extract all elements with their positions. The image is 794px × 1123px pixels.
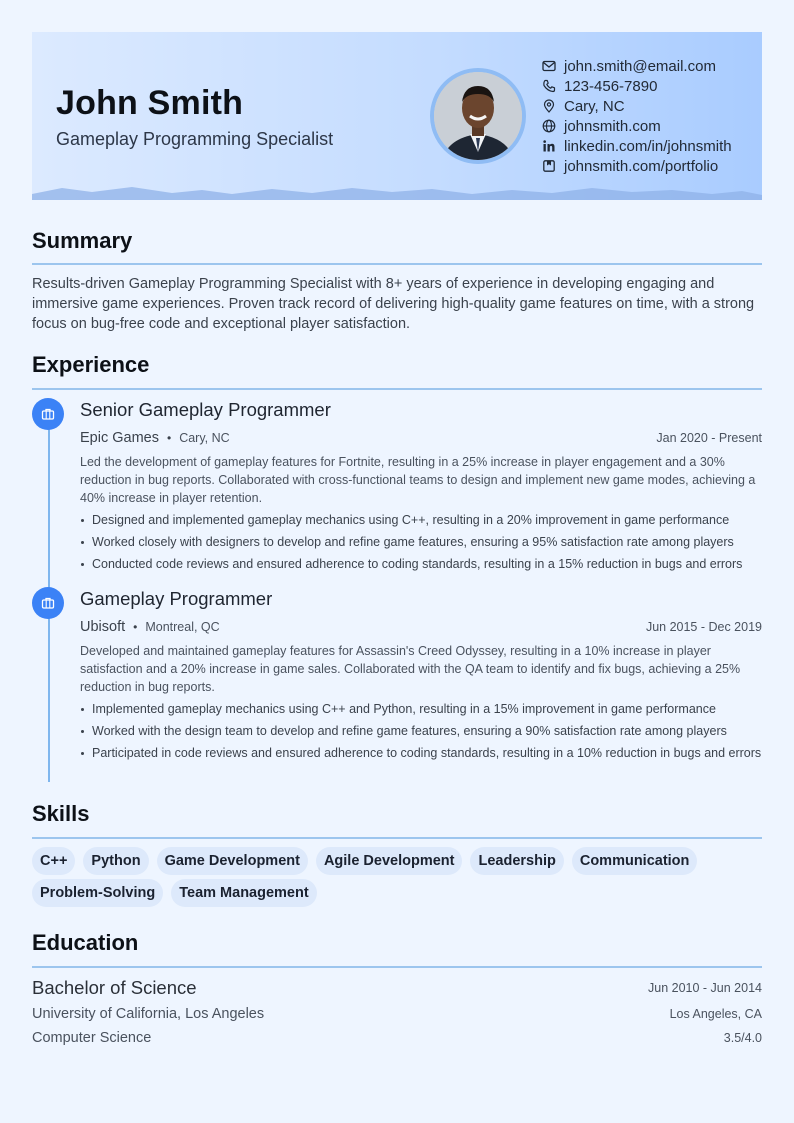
education-school-row	[32, 1006, 762, 1022]
education-heading: Education	[32, 930, 139, 955]
job-company: Ubisoft	[80, 619, 126, 635]
job-bullet: Implemented gameplay mechanics using C++ and Python, resulting in a 15% improvement in game performance	[80, 700, 762, 718]
skill-tag: Python	[83, 847, 148, 875]
education-gpa: 3.5/4.0	[723, 1031, 762, 1045]
linkedin-icon	[542, 139, 556, 153]
candidate-name: John Smith	[56, 84, 244, 122]
education-location: Los Angeles, CA	[669, 1007, 762, 1021]
briefcase-icon	[32, 587, 64, 619]
job-description: Developed and maintained gameplay features for Assassin's Creed Odyssey, resulting in a 10% increase in player satisfaction and a 20% increase in game sales. Collaborated with the QA team to identify and fix bugs, achieving a 25% reduction in bug reports.	[80, 644, 741, 694]
skill-tag: Problem-Solving	[32, 879, 163, 907]
skill-tag: Team Management	[171, 879, 316, 907]
education-dates: Jun 2010 - Jun 2014	[648, 981, 762, 995]
education-field: Computer Science	[32, 1030, 152, 1046]
portfolio-icon	[542, 159, 556, 173]
job-bullet: Worked with the design team to develop and refine game features, ensuring a 90% satisfaction rate among players	[80, 722, 762, 740]
job-location: Cary, NC	[179, 431, 230, 445]
globe-icon	[542, 119, 556, 133]
skills-heading: Skills	[32, 801, 90, 826]
skill-tag: Agile Development	[316, 847, 463, 875]
job-bullets	[80, 511, 762, 573]
contact-list	[542, 56, 732, 176]
contact-portfolio[interactable]	[542, 156, 732, 176]
job-entry	[80, 399, 762, 577]
contact-linkedin-text: linkedin.com/in/johnsmith	[564, 137, 732, 155]
contact-email-text: john.smith@email.com	[564, 57, 716, 75]
job-bullet: Designed and implemented gameplay mechanics using C++, resulting in a 20% improvement in game performance	[80, 511, 762, 529]
experience-heading: Experience	[32, 352, 150, 377]
education-degree: Bachelor of Science	[32, 977, 197, 998]
job-meta	[80, 425, 762, 451]
summary-heading: Summary	[32, 228, 133, 253]
resume-header	[32, 32, 762, 200]
phone-icon	[542, 79, 556, 93]
contact-linkedin[interactable]	[542, 136, 732, 156]
job-bullet: Conducted code reviews and ensured adherence to coding standards, resulting in a 15% reduction in bugs and errors	[80, 555, 762, 573]
skill-tag: Communication	[572, 847, 698, 875]
job-description: Led the development of gameplay features for Fortnite, resulting in a 25% increase in player engagement and a 30% reduction in bug reports. Collaborated with cross-functional teams to design and implement new game modes, achieving a 40% increase in player retention.	[80, 455, 756, 505]
job-title: Gameplay Programmer	[80, 588, 273, 609]
summary-divider	[32, 263, 762, 265]
profile-photo	[430, 68, 526, 164]
job-title: Senior Gameplay Programmer	[80, 399, 331, 420]
skill-tag: Game Development	[157, 847, 308, 875]
skills-list	[32, 847, 762, 907]
education-field-row	[32, 1030, 762, 1046]
contact-location	[542, 96, 732, 116]
contact-phone[interactable]	[542, 76, 732, 96]
separator-dot: •	[166, 431, 172, 445]
email-icon	[542, 59, 556, 73]
job-location: Montreal, QC	[145, 620, 220, 634]
education-degree-row	[32, 977, 762, 999]
contact-website-text: johnsmith.com	[564, 117, 661, 135]
location-pin-icon	[542, 99, 556, 113]
job-bullet: Participated in code reviews and ensured adherence to coding standards, resulting in a 10% reduction in bugs and errors	[80, 744, 762, 762]
skills-divider	[32, 837, 762, 839]
job-dates: Jun 2015 - Dec 2019	[645, 620, 762, 634]
skill-tag: C++	[32, 847, 75, 875]
candidate-title: Gameplay Programming Specialist	[56, 129, 334, 149]
job-bullet: Worked closely with designers to develop and refine game features, ensuring a 95% satisfaction rate among players	[80, 533, 762, 551]
experience-divider	[32, 388, 762, 390]
education-school: University of California, Los Angeles	[32, 1006, 265, 1022]
summary-text: Results-driven Gameplay Programming Specialist with 8+ years of experience in developing engaging and immersive game experiences. Proven track record of delivering high-quality game features on time, with a strong focus on bug-free code and exceptional player satisfaction.	[32, 276, 755, 332]
job-meta	[80, 614, 762, 640]
header-decoration	[32, 184, 762, 200]
job-entry	[80, 588, 762, 766]
separator-dot: •	[133, 620, 138, 634]
contact-website[interactable]	[542, 116, 732, 136]
job-dates: Jan 2020 - Present	[656, 431, 762, 445]
skill-tag: Leadership	[470, 847, 563, 875]
job-company: Epic Games	[80, 430, 159, 446]
contact-location-text: Cary, NC	[564, 97, 625, 115]
contact-portfolio-text: johnsmith.com/portfolio	[564, 157, 719, 175]
job-bullets	[80, 700, 762, 762]
briefcase-icon	[32, 398, 64, 430]
education-divider	[32, 966, 762, 968]
contact-phone-text: 123-456-7890	[564, 77, 658, 95]
contact-email[interactable]	[542, 56, 732, 76]
